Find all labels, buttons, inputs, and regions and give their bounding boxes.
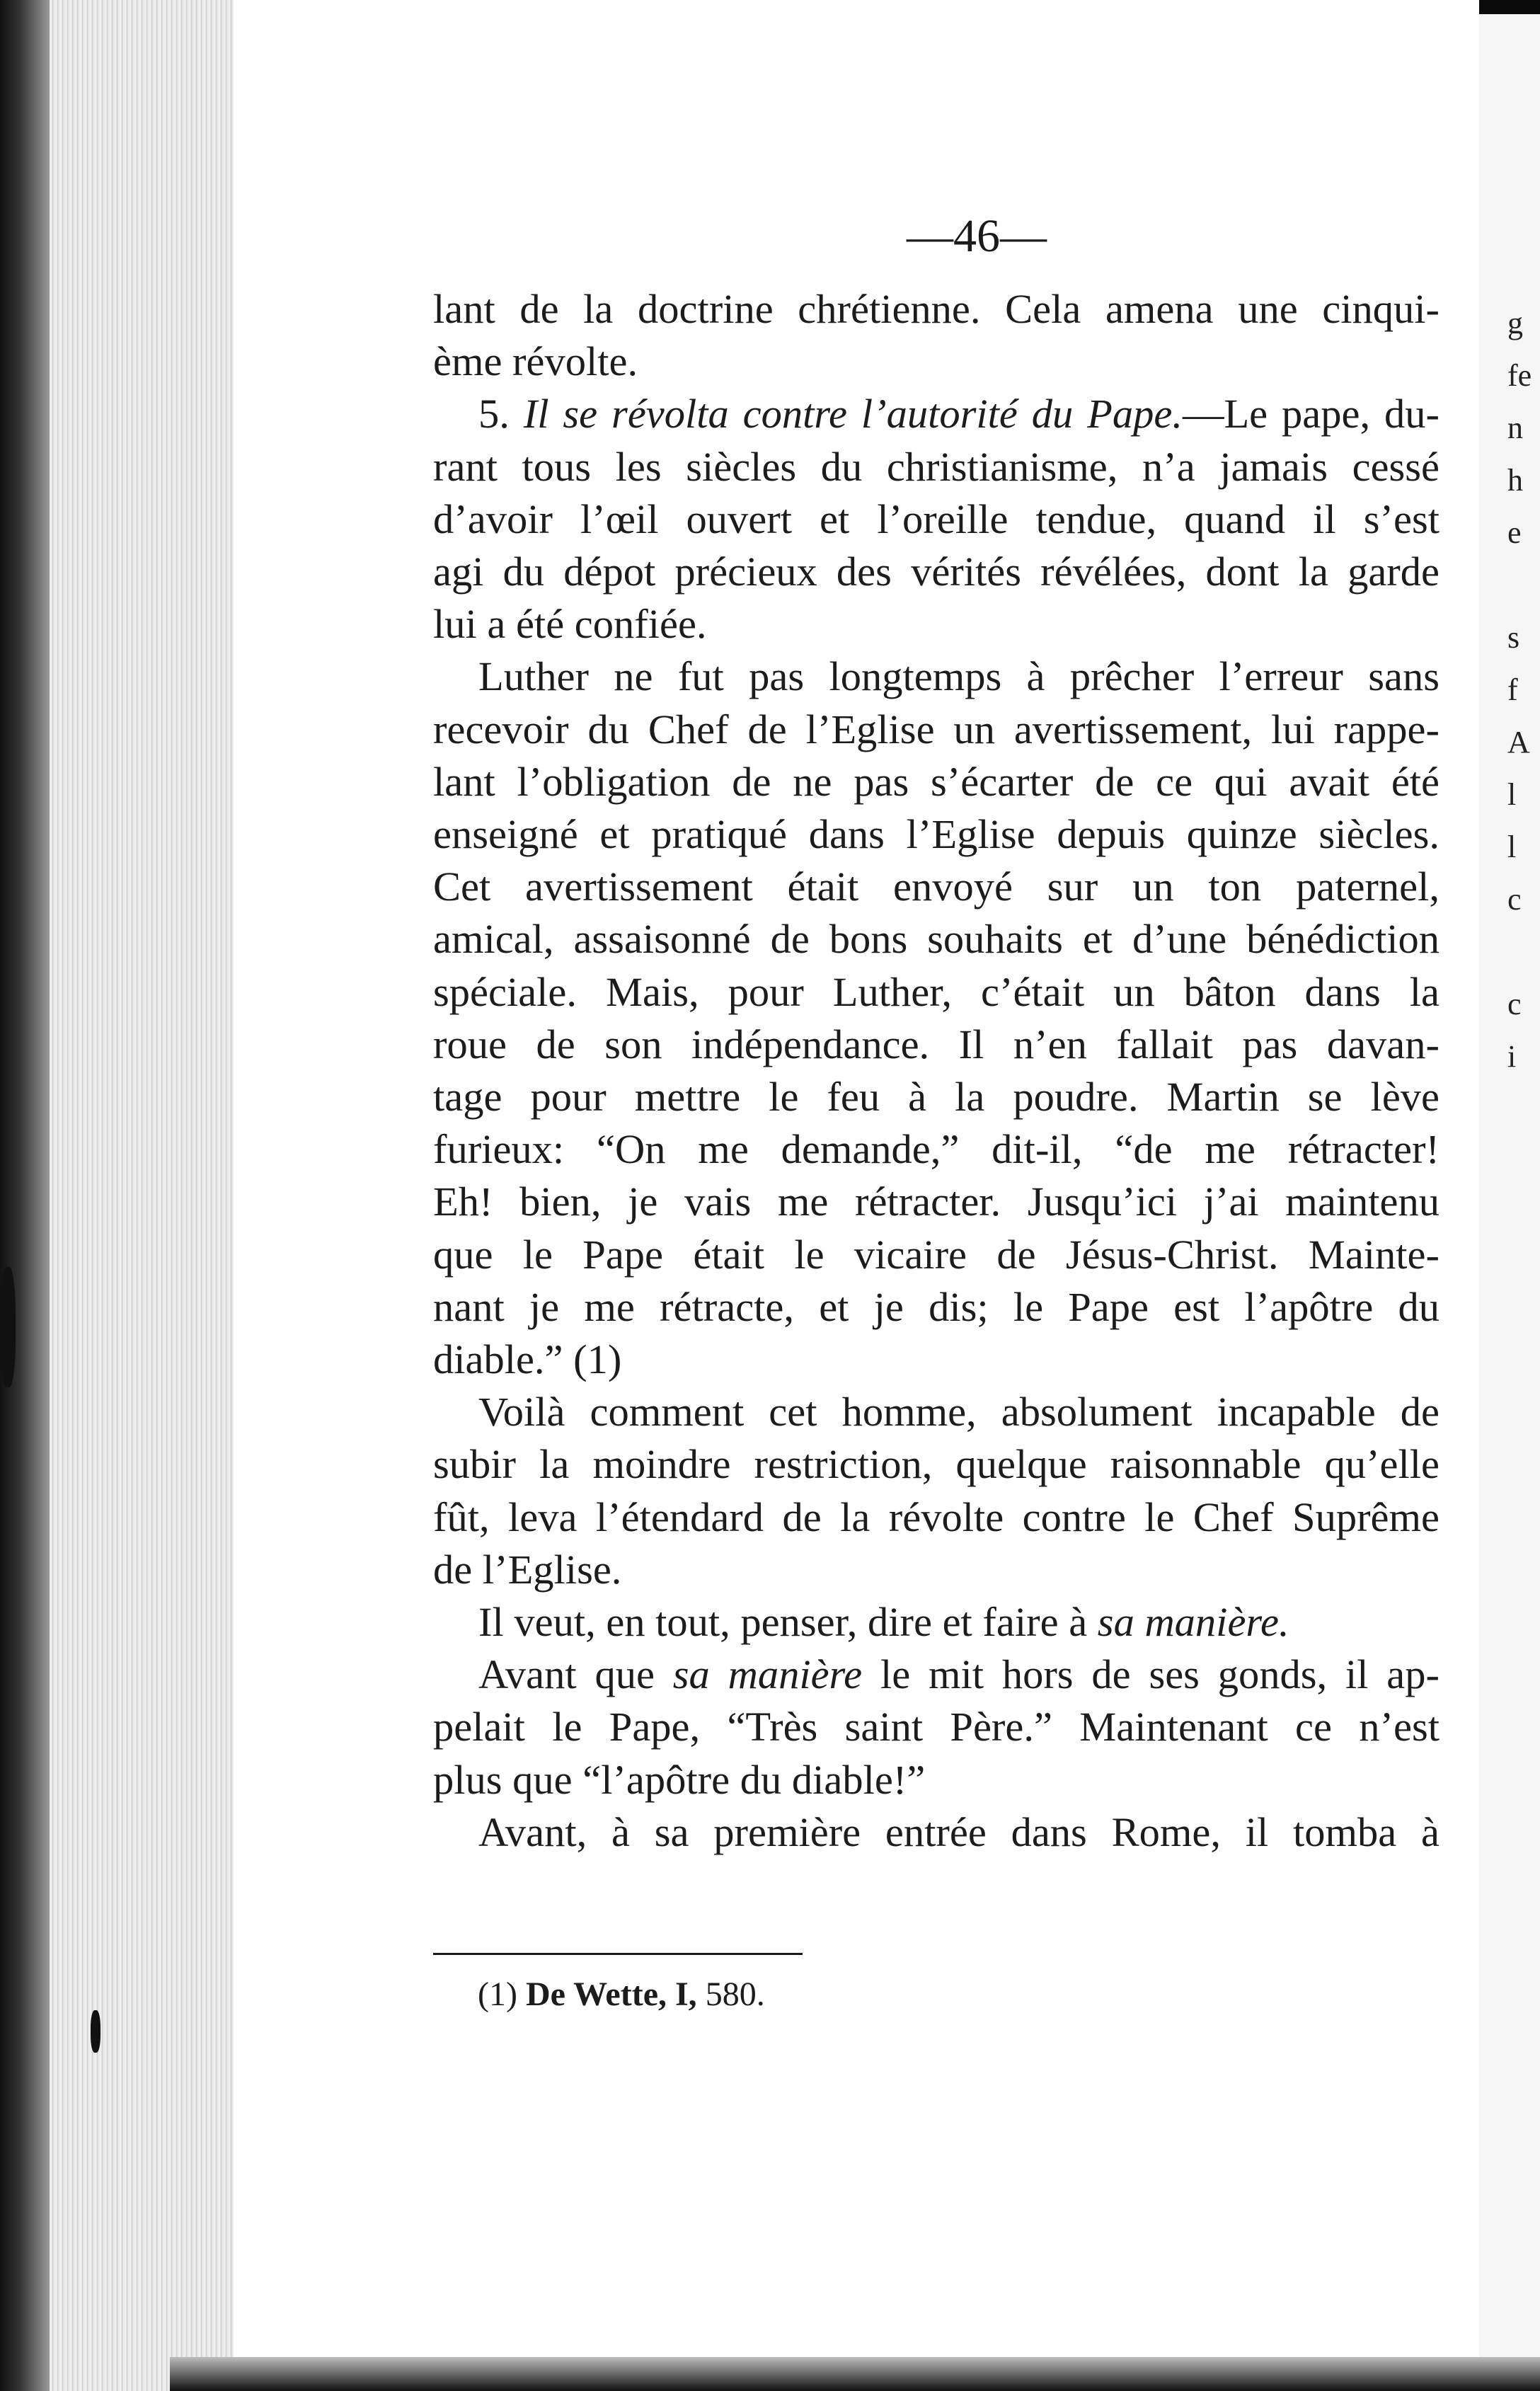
adjacent-fragment	[1479, 926, 1540, 978]
adjacent-fragment: g	[1507, 306, 1523, 340]
text-line: enseigné et pratiqué dans l’Eglise depuis quinze siècles.	[433, 811, 1440, 858]
text-line: nant je me rétracte, et je dis; le Pape est l’apôtre du	[433, 1283, 1440, 1330]
text-line: subir la moindre restriction, quelque raisonnable qu’elle	[433, 1441, 1440, 1488]
adjacent-fragment: l	[1507, 777, 1517, 812]
binding-shadow	[0, 0, 50, 2391]
section-heading-line: 5. Il se révolta contre l’autorité du Pape.—Le pape, du-	[478, 391, 1440, 437]
footnote	[478, 1975, 765, 2014]
adjacent-fragment: A	[1507, 725, 1530, 759]
footnote-page: 580.	[705, 1976, 765, 2013]
book-page-stack	[0, 0, 234, 2391]
page-number: —46—	[907, 210, 1047, 262]
text-line: de l’Eglise.	[433, 1546, 622, 1593]
footnote-divider	[433, 1953, 803, 1955]
footnote-marker: (1)	[478, 1976, 517, 2013]
text-line: lant de la doctrine chrétienne. Cela amena une cinqui-	[433, 286, 1440, 332]
text-line: roue de son indépendance. Il n’en fallait pas davan-	[433, 1021, 1440, 1067]
text-line: agi du dépot précieux des vérités révélées, dont la garde	[433, 549, 1440, 595]
text-line: que le Pape était le vicaire de Jésus-Christ. Mainte-	[433, 1231, 1440, 1278]
text-line: Cet avertissement était envoyé sur un ton paternel,	[433, 864, 1440, 910]
text-line: tage pour mettre le feu à la poudre. Martin se lève	[433, 1074, 1440, 1120]
adjacent-fragment: n	[1507, 411, 1523, 445]
text-line: furieux: “On me demande,” dit-il, “de me rétracter!	[433, 1126, 1440, 1173]
page-bottom-edge	[170, 2357, 1540, 2391]
adjacent-fragment	[1479, 559, 1540, 612]
footnote-author: De Wette, I,	[525, 1976, 697, 2013]
adjacent-fragment: f	[1507, 672, 1518, 707]
text-line: ème révolte.	[433, 338, 638, 385]
paragraph-start-line: Avant, à sa première entrée dans Rome, il tomba à	[478, 1808, 1440, 1855]
adjacent-fragment: e	[1507, 515, 1522, 550]
text-line: recevoir du Chef de l’Eglise un avertissement, lui rappe-	[433, 706, 1440, 752]
binding-mark	[91, 2010, 100, 2053]
adjacent-fragment: fe	[1507, 358, 1532, 393]
text-line: lant l’obligation de ne pas s’écarter de ce qui avait été	[433, 758, 1440, 805]
adjacent-fragment: s	[1507, 620, 1520, 655]
paragraph-start-line: Voilà comment cet homme, absolument incapable de	[478, 1389, 1440, 1435]
text-line: fût, leva l’étendard de la révolte contre le Chef Suprême	[433, 1493, 1440, 1540]
text-line: Eh! bien, je vais me rétracter. Jusqu’ici j’ai maintenu	[433, 1179, 1440, 1225]
adjacent-fragment: i	[1507, 1039, 1517, 1074]
text-line: lui a été confiée.	[433, 601, 707, 648]
paragraph-start-line: Avant que sa manière le mit hors de ses gonds, il ap-	[478, 1651, 1440, 1698]
text-line: rant tous les siècles du christianisme, n’a jamais cessé	[433, 443, 1440, 490]
text-line: plus que “l’apôtre du diable!”	[433, 1756, 926, 1803]
adjacent-fragment: c	[1507, 882, 1522, 917]
text-line: d’avoir l’œil ouvert et l’oreille tendue, quand il s’est	[433, 495, 1440, 542]
text-line: spéciale. Mais, pour Luther, c’était un bâton dans la	[433, 968, 1440, 1015]
adjacent-page-edge	[1479, 14, 1540, 2391]
body-text	[433, 283, 1440, 1859]
adjacent-fragment: h	[1507, 463, 1523, 498]
book-page	[234, 0, 1479, 2391]
paragraph-start-line: Luther ne fut pas longtemps à prêcher l’erreur sans	[478, 653, 1440, 700]
text-line: amical, assaisonné de bons souhaits et d’une bénédiction	[433, 916, 1440, 963]
binding-mark	[0, 1267, 16, 1387]
adjacent-fragment: l	[1507, 830, 1517, 864]
text-line: diable.” (1)	[433, 1336, 622, 1383]
adjacent-fragment: c	[1507, 987, 1522, 1021]
paragraph-start-line: Il veut, en tout, penser, dire et faire à sa manière.	[478, 1599, 1289, 1646]
text-line: pelait le Pape, “Très saint Père.” Maintenant ce n’est	[433, 1704, 1440, 1750]
